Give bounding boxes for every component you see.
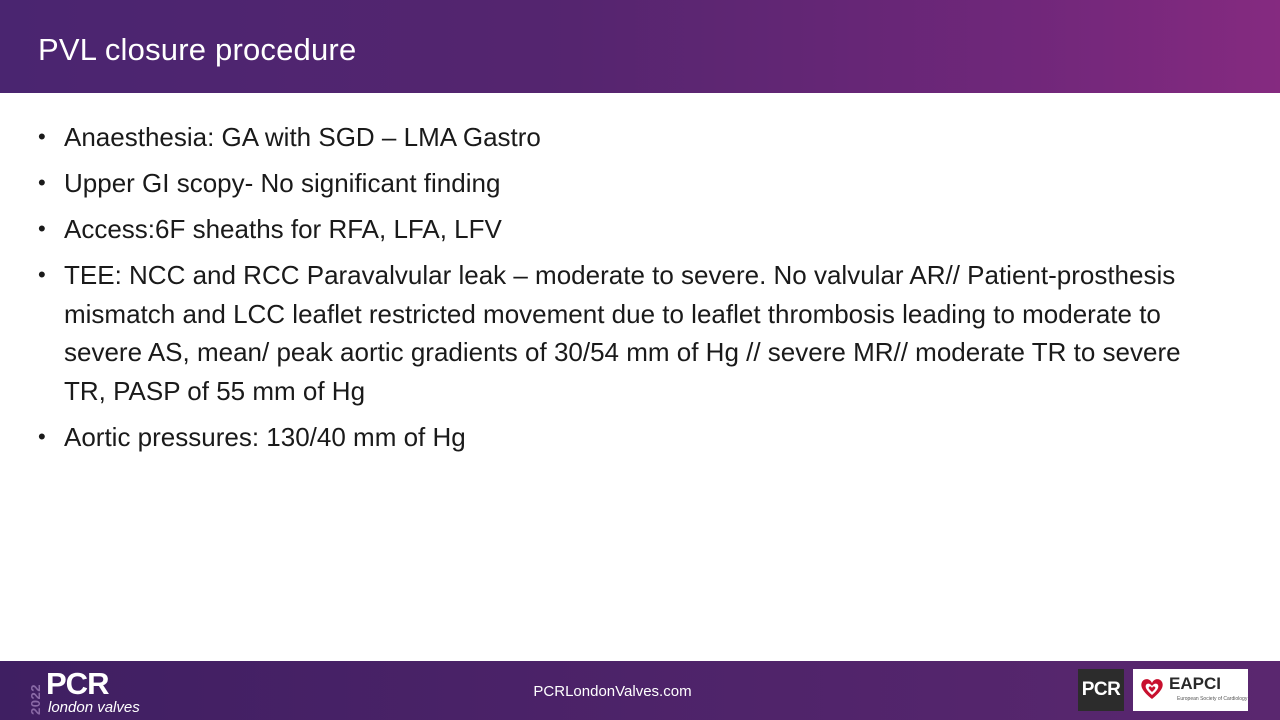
pcr-logo-text: PCR <box>46 666 109 701</box>
bullet-item <box>36 118 1196 157</box>
bullet-text: Aortic pressures: 130/40 mm of Hg <box>64 421 466 452</box>
eapci-logo <box>1133 669 1248 711</box>
year-label: 2022 <box>28 684 43 715</box>
bullet-dot-icon: • <box>38 423 46 449</box>
bullet-text: Access:6F sheaths for RFA, LFA, LFV <box>64 214 502 244</box>
bullet-dot-icon: • <box>38 262 46 287</box>
title-bar <box>0 0 1280 93</box>
esc-subtitle: European Society of Cardiology <box>1177 696 1248 702</box>
bullet-item <box>36 164 1196 203</box>
footer-bar <box>0 661 1280 720</box>
bullet-dot-icon: • <box>38 124 46 149</box>
bullet-dot-icon: • <box>38 216 46 241</box>
bullet-text: Upper GI scopy- No significant finding <box>64 168 501 198</box>
london-valves-text: london valves <box>48 699 140 716</box>
pcr-badge-logo: PCR <box>1078 669 1124 711</box>
bullet-item <box>36 418 1196 457</box>
bullet-list <box>36 118 1196 464</box>
bullet-dot-icon: • <box>38 170 46 195</box>
bullet-item <box>36 210 1196 249</box>
website-url: PCRLondonValves.com <box>533 683 692 700</box>
bullet-text: TEE: NCC and RCC Paravalvular leak – moderate to severe. No valvular AR// Patient-prosthesis mismatch and LCC leaflet restricted movement due to leaflet thrombosis leading to moderate to severe AS, mean/ peak aortic gradients of 30/54 mm of Hg // severe MR// moderate TR to severe TR, PASP of 55 mm of Hg <box>64 260 1181 406</box>
bullet-text: Anaesthesia: GA with SGD – LMA Gastro <box>64 122 541 152</box>
slide-title: PVL closure procedure <box>38 32 357 67</box>
heart-icon <box>1139 677 1165 701</box>
eapci-label: EAPCI <box>1169 674 1221 693</box>
bullet-item <box>36 256 1196 410</box>
